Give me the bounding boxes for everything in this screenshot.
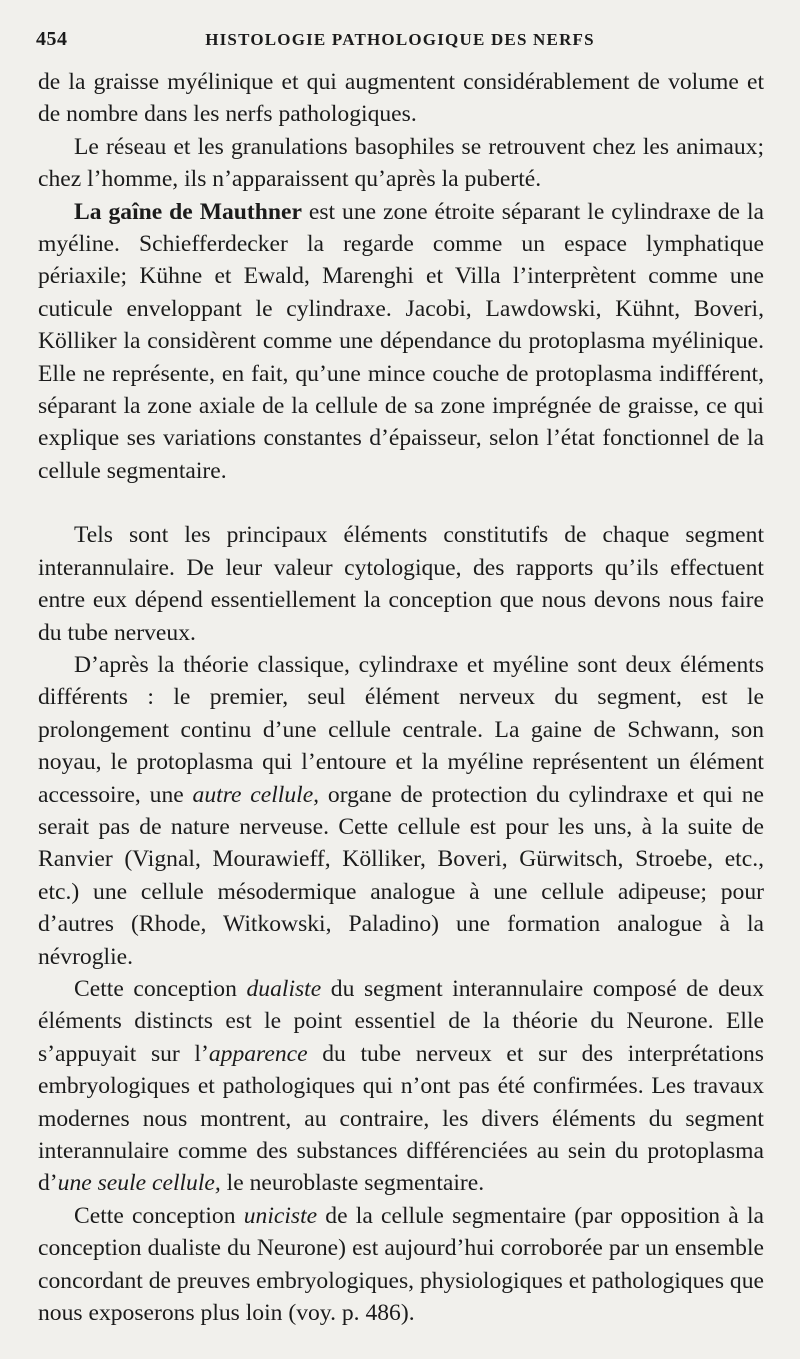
paragraph xyxy=(38,973,764,1200)
text-run: du segment interannulaire composé de deux éléments distincts est le point essentiel de la théorie du Neurone. Elle s’appuyait sur l’ xyxy=(38,975,764,1067)
text-run: de la cellule segmentaire (par opposition à la conception dualiste du Neurone) est aujourd’hui corroborée par un ensemble concordant de preuves embryologiques, physiologiques et pathologiques que nous exposerons plus loin (voy. p. 486). xyxy=(38,1202,765,1327)
italic-emphasis: uniciste xyxy=(243,1202,318,1229)
text-run: le neuroblaste segmentaire. xyxy=(220,1170,485,1197)
italic-emphasis: apparence xyxy=(208,1040,308,1067)
text-run: est une zone étroite séparant le cylindraxe de la myéline. Schiefferdecker la regarde comme un espace lymphatique périaxile; Kühne et Ewald, Marenghi et Villa l’interprètent comme une cuticule enveloppant le cylindraxe. Jacobi, Lawdowski, Kühnt, Boveri, Kölliker la considèrent comme une dépendance du protoplasma myélinique. Elle ne représente, en fait, qu’une mince couche de protoplasma indifférent, séparant la zone axiale de la cellule de sa zone imprégnée de graisse, ce qui explique ses variations constantes d’épaisseur, selon l’état fonctionnel de la cellule segmentaire. xyxy=(38,198,764,484)
running-title: HISTOLOGIE PATHOLOGIQUE DES NERFS xyxy=(205,30,595,49)
italic-emphasis: une seule cellule, xyxy=(57,1170,221,1197)
body-text xyxy=(38,66,764,1329)
page-header xyxy=(36,28,764,56)
text-run: organe de protection du cylindraxe et qui ne serait pas de nature nerveuse. Cette cellule est pour les uns, à la suite de Ranvier (Vignal, Mourawieff, Kölliker, Boveri, Gürwitsch, Stroebe, etc., etc.) une cellule mésodermique analogue à une cellule adipeuse; pour d’autres (Rhode, Witkowski, Paladino) une formation analogue à la névroglie. xyxy=(38,781,764,970)
bold-term: La gaîne de Mauthner xyxy=(74,198,302,225)
paragraph xyxy=(38,519,764,649)
text-run: D’après la théorie classique, cylindraxe et myéline sont deux éléments différents : le premier, seul élément nerveux du segment, est le prolongement continu d’une cellule centrale. La gaine de Schwann, son noyau, le protoplasma qui l’entoure et la myéline représentent un élément accessoire, une xyxy=(38,651,764,808)
paragraph xyxy=(38,131,764,196)
text-run: Cette conception xyxy=(74,975,247,1002)
text-run: Le réseau et les granulations basophiles se retrouvent chez les animaux; chez l’homme, ils n’apparaissent qu’après la puberté. xyxy=(38,133,764,193)
paragraph xyxy=(38,196,764,488)
italic-emphasis: autre cellule, xyxy=(192,781,320,808)
text-run: Tels sont les principaux éléments constitutifs de chaque segment interannulaire. De leur valeur cytologique, des rapports qu’ils effectuent entre eux dépend essentiellement la conception que nous devons nous faire du tube nerveux. xyxy=(38,522,764,646)
text-run: de la graisse myélinique et qui augmentent considérablement de volume et de nombre dans les nerfs pathologiques. xyxy=(38,69,764,128)
paragraph xyxy=(38,66,764,131)
page-number: 454 xyxy=(36,28,68,50)
text-run: Cette conception xyxy=(74,1202,244,1229)
paragraph xyxy=(38,649,764,973)
italic-emphasis: dualiste xyxy=(246,975,322,1002)
text-run: du tube nerveux et sur des interprétations embryologiques et pathologiques qui n’ont pas été confirmées. Les travaux modernes nous montrent, au contraire, les divers éléments du segment interannulaire comme des substances différenciées au sein du protoplasma d’ xyxy=(38,1040,764,1197)
paragraph xyxy=(38,1200,764,1330)
